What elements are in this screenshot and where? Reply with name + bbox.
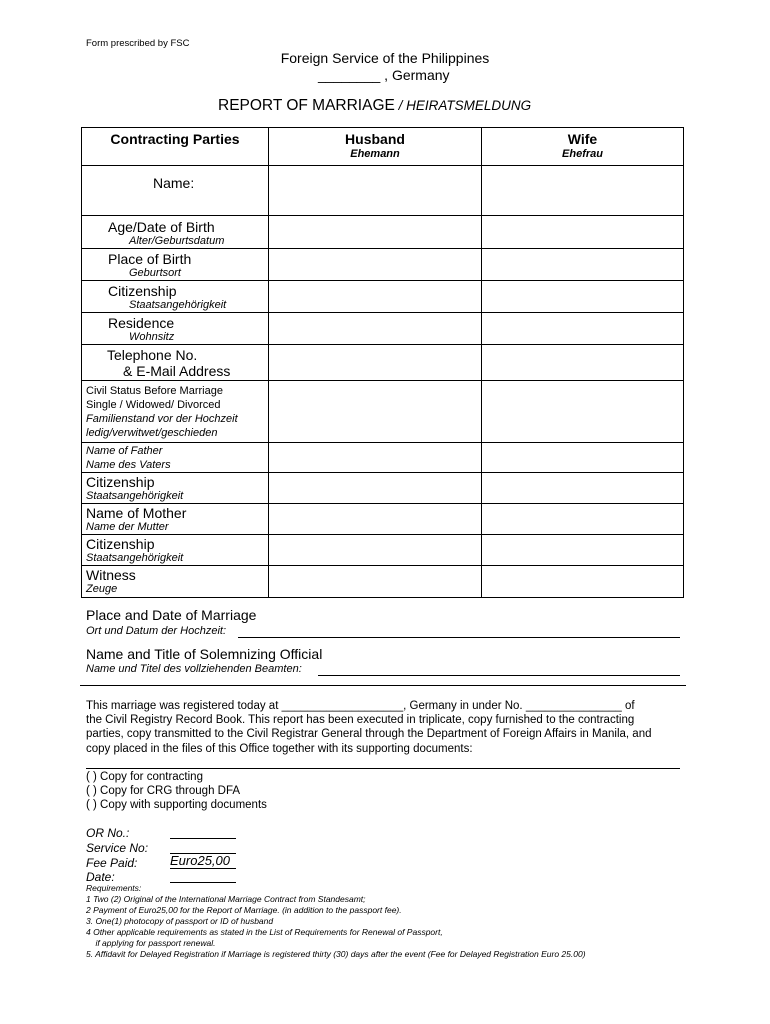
table-row-pob	[82, 249, 684, 281]
table-row-name	[82, 166, 684, 216]
col-header-wife-de: Ehefrau	[562, 148, 603, 160]
row-label-mother-citizenship-de: Staatsangehörigkeit	[86, 552, 184, 564]
post-location: ________ , Germany	[318, 67, 450, 83]
row-label-mother: Name of Mother	[86, 505, 187, 521]
official-field[interactable]	[318, 675, 680, 676]
official-label: Name and Title of Solemnizing Official	[86, 646, 323, 662]
wife-mother-citizenship-cell[interactable]	[482, 535, 684, 566]
service-no-label: Service No:	[86, 841, 149, 855]
registration-line-2: the Civil Registry Record Book. This report has been executed in triplicate, copy furnished to the contracting	[86, 714, 635, 727]
requirement-item: 1 Two (2) Original of the International Marriage Contract from Standesamt;	[86, 894, 366, 904]
col-header-husband-de: Ehemann	[350, 148, 400, 160]
husband-mother-citizenship-cell[interactable]	[269, 535, 482, 566]
title-en: REPORT OF MARRIAGE	[218, 97, 395, 114]
fee-paid-label: Fee Paid:	[86, 856, 138, 870]
husband-age-cell[interactable]	[269, 216, 482, 249]
husband-father-citizenship-cell[interactable]	[269, 473, 482, 504]
row-label-civil-status-de: Familienstand vor der Hochzeit	[86, 413, 238, 425]
wife-citizenship-cell[interactable]	[482, 281, 684, 313]
page-title	[218, 97, 531, 115]
signature-line[interactable]	[86, 768, 680, 769]
col-header-husband: Husband Ehemann	[269, 128, 482, 166]
row-label-name: Name:	[153, 175, 195, 191]
row-label-father: Name of Father	[86, 445, 163, 457]
col-header-wife: Wife Ehefrau	[482, 128, 684, 166]
row-label-father-citizenship: Citizenship	[86, 474, 155, 490]
divider	[80, 685, 686, 686]
copy-contracting-checkbox[interactable]: ( ) Copy for contracting	[86, 771, 203, 783]
husband-citizenship-cell[interactable]	[269, 281, 482, 313]
table-row-mother	[82, 504, 684, 535]
table-row-telephone	[82, 345, 684, 381]
registration-line-1: This marriage was registered today at ___________________, Germany in under No. _______________ of	[86, 700, 635, 712]
wife-civil-status-cell[interactable]	[482, 381, 684, 443]
wife-mother-cell[interactable]	[482, 504, 684, 535]
requirements-list	[86, 883, 586, 960]
row-label-father-de: Name des Vaters	[86, 459, 171, 471]
husband-name-cell[interactable]	[269, 166, 482, 216]
fee-paid-field	[170, 868, 236, 869]
table-row-father-citizenship	[82, 473, 684, 504]
table-row-age	[82, 216, 684, 249]
contracting-parties-table	[81, 127, 684, 598]
row-label-age-de: Alter/Geburtsdatum	[129, 235, 225, 247]
registration-line-4: copy placed in the files of this Office together with its supporting documents:	[86, 742, 473, 755]
fee-paid-value[interactable]: Euro25,00	[170, 853, 230, 868]
husband-telephone-cell[interactable]	[269, 345, 482, 381]
place-date-label-de: Ort und Datum der Hochzeit:	[86, 625, 227, 637]
table-row-citizenship	[82, 281, 684, 313]
table-row-civil-status	[82, 381, 684, 443]
requirement-item: 2 Payment of Euro25,00 for the Report of Marriage. (in addition to the passport fee).	[86, 905, 402, 915]
copy-supporting-checkbox[interactable]: ( ) Copy with supporting documents	[86, 799, 267, 812]
place-date-field[interactable]	[238, 637, 680, 638]
copies-list	[86, 770, 267, 813]
row-label-pob: Place of Birth	[108, 251, 192, 267]
requirements-heading: Requirements:	[86, 883, 142, 893]
wife-age-cell[interactable]	[482, 216, 684, 249]
or-no-field[interactable]	[170, 838, 236, 839]
wife-pob-cell[interactable]	[482, 249, 684, 281]
row-label-mother-citizenship: Citizenship	[86, 536, 155, 552]
table-row-mother-citizenship	[82, 535, 684, 566]
official-label-de: Name und Titel des vollziehenden Beamten:	[86, 663, 302, 675]
row-label-witness-de: Zeuge	[86, 583, 118, 595]
row-label-citizenship-de: Staatsangehörigkeit	[129, 299, 227, 311]
row-label-telephone: Telephone No.	[107, 347, 198, 363]
row-label-email: & E-Mail Address	[123, 363, 231, 379]
place-date-label: Place and Date of Marriage	[86, 607, 257, 623]
wife-father-citizenship-cell[interactable]	[482, 473, 684, 504]
wife-residence-cell[interactable]	[482, 313, 684, 345]
row-label-residence-de: Wohnsitz	[129, 331, 175, 343]
husband-pob-cell[interactable]	[269, 249, 482, 281]
requirement-item: 5. Affidavit for Delayed Registration if Marriage is registered thirty (30) days after the event (Fee for Delayed Registration Euro 25.00)	[86, 949, 586, 959]
registration-line-3: parties, copy transmitted to the Civil Registrar General through the Department of Foreign Affairs in Manila, and	[86, 728, 652, 741]
table-row-father	[82, 443, 684, 473]
wife-witness-cell[interactable]	[482, 566, 684, 598]
title-de: / HEIRATSMELDUNG	[394, 98, 532, 113]
row-label-civil-options: Single / Widowed/ Divorced	[86, 399, 221, 411]
husband-mother-cell[interactable]	[269, 504, 482, 535]
row-label-citizenship: Citizenship	[108, 283, 177, 299]
registration-paragraph	[86, 699, 686, 756]
date-label: Date:	[86, 870, 115, 884]
row-label-pob-de: Geburtsort	[129, 267, 181, 279]
requirement-item: 4 Other applicable requirements as stated in the List of Requirements for Renewal of Passport,	[86, 927, 443, 937]
row-label-civil-options-de: ledig/verwitwet/geschieden	[86, 427, 218, 439]
row-label-witness: Witness	[86, 567, 136, 583]
col-header-parties: Contracting Parties	[82, 128, 269, 166]
husband-father-cell[interactable]	[269, 443, 482, 473]
or-no-label: OR No.:	[86, 826, 130, 840]
requirement-item: if applying for passport renewal.	[86, 938, 216, 948]
wife-telephone-cell[interactable]	[482, 345, 684, 381]
row-label-father-citizenship-de: Staatsangehörigkeit	[86, 490, 184, 502]
husband-residence-cell[interactable]	[269, 313, 482, 345]
row-label-residence: Residence	[108, 315, 175, 331]
row-label-mother-de: Name der Mutter	[86, 521, 169, 533]
husband-civil-status-cell[interactable]	[269, 381, 482, 443]
copy-crg-checkbox[interactable]: ( ) Copy for CRG through DFA	[86, 785, 241, 798]
husband-witness-cell[interactable]	[269, 566, 482, 598]
row-label-age: Age/Date of Birth	[108, 219, 215, 235]
wife-father-cell[interactable]	[482, 443, 684, 473]
form-prescribed-note: Form prescribed by FSC	[86, 38, 190, 49]
requirement-item: 3. One(1) photocopy of passport or ID of husband	[86, 916, 274, 926]
agency-name: Foreign Service of the Philippines	[280, 50, 490, 66]
row-label-civil-status: Civil Status Before Marriage	[86, 385, 223, 397]
table-row-witness	[82, 566, 684, 598]
table-row-residence	[82, 313, 684, 345]
wife-name-cell[interactable]	[482, 166, 684, 216]
